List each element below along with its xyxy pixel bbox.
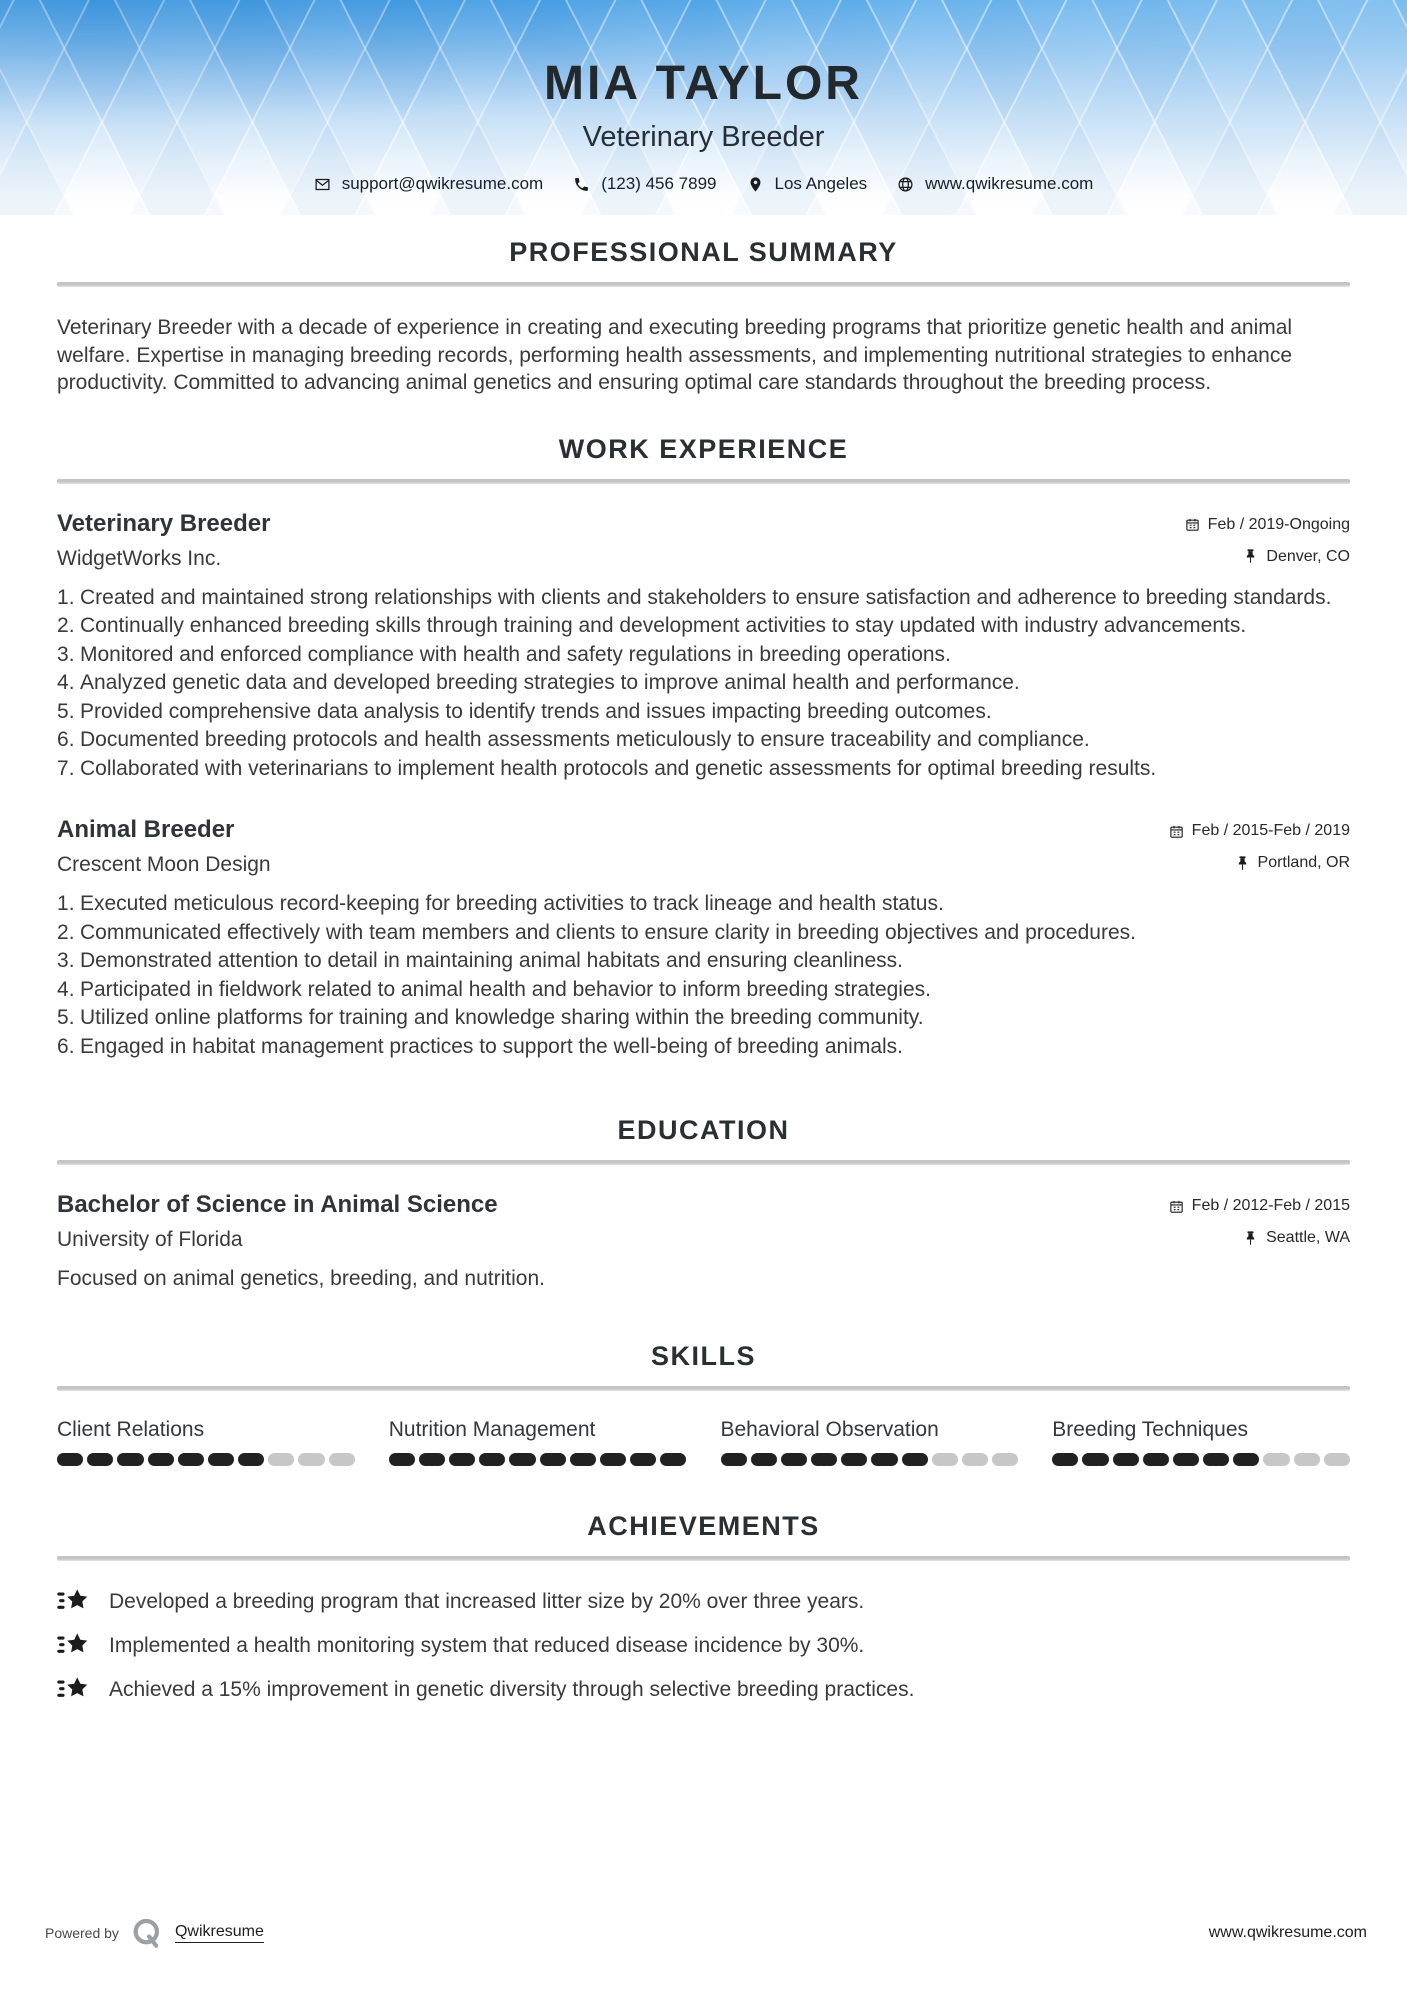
section-divider (57, 1556, 1350, 1561)
rating-dot-empty (962, 1453, 988, 1466)
experience-bullet: Analyzed genetic data and developed breeding strategies to improve animal health and performance. (80, 671, 1020, 694)
education-location (1169, 1226, 1350, 1250)
job-1-bullets (57, 584, 1350, 783)
skill-nutrition-management (389, 1417, 687, 1466)
skill-behavioral-observation (721, 1417, 1019, 1466)
job-2-company: Crescent Moon Design (57, 853, 271, 876)
star-burst-icon (57, 1631, 89, 1660)
education-heading: EDUCATION (617, 1115, 790, 1145)
pushpin-icon (1243, 549, 1258, 564)
contact-location (747, 174, 868, 194)
qwikresume-q-logo (130, 1916, 164, 1950)
education-dates (1169, 1194, 1350, 1218)
rating-dot-empty (1263, 1453, 1289, 1466)
powered-by-label: Powered by (45, 1925, 119, 1941)
skill-rating (57, 1453, 355, 1466)
phone-icon (573, 176, 590, 193)
rating-dot-filled (660, 1453, 686, 1466)
header (0, 0, 1407, 215)
experience-bullet: Engaged in habitat management practices to support the well-being of breeding animals. (80, 1034, 904, 1058)
location-text: Los Angeles (774, 174, 868, 193)
location-text: Denver, CO (1266, 547, 1350, 565)
rating-dot-filled (540, 1453, 566, 1466)
experience-heading: WORK EXPERIENCE (558, 433, 849, 464)
job-1-company: WidgetWorks Inc. (57, 546, 222, 570)
star-burst-icon (57, 1587, 89, 1616)
job-2-location (1169, 851, 1350, 875)
name: MIA TAYLOR (544, 57, 863, 110)
job-1-title: Veterinary Breeder (57, 509, 271, 537)
calendar-icon (1185, 517, 1200, 532)
rating-dot-filled (600, 1453, 626, 1466)
achievement-item (57, 1631, 1350, 1660)
skill-name: Breeding Techniques (1052, 1418, 1249, 1441)
pin-icon (747, 176, 764, 193)
rating-dot-filled (449, 1453, 475, 1466)
website-text: www.qwikresume.com (925, 174, 1094, 193)
rating-dot-filled (148, 1453, 174, 1466)
dates-text: Feb / 2015-Feb / 2019 (1191, 822, 1350, 839)
rating-dot-filled (208, 1453, 234, 1466)
rating-dot-empty (992, 1453, 1018, 1466)
rating-dot-empty (329, 1453, 355, 1466)
rating-dot-filled (1052, 1453, 1078, 1466)
rating-dot-filled (902, 1453, 928, 1466)
rating-dot-filled (238, 1453, 264, 1466)
dates-text: Feb / 2019-Ongoing (1207, 515, 1350, 533)
job-title: Veterinary Breeder (582, 121, 825, 153)
achievement-item (57, 1587, 1350, 1616)
section-summary (57, 236, 1350, 397)
rating-dot-filled (117, 1453, 143, 1466)
section-achievements (57, 1510, 1350, 1704)
achievement-text: Achieved a 15% improvement in genetic diversity through selective breeding practices. (109, 1678, 915, 1701)
section-divider (57, 282, 1350, 287)
rating-dot-filled (509, 1453, 535, 1466)
footer-branding (45, 1916, 264, 1950)
job-1-location (1185, 545, 1350, 569)
summary-text: Veterinary Breeder with a decade of experience in creating and executing breeding programs that prioritize genetic health and animal welfare. Expertise in managing breeding records, performing health assessments, and implementing nutritional strategies to enhance productivity. Committed to advancing animal genetics and ensuring optimal care standards throughout the breeding process. (57, 316, 1293, 394)
rating-dot-filled (57, 1453, 83, 1466)
rating-dot-empty (1324, 1453, 1350, 1466)
skill-name: Client Relations (57, 1418, 205, 1441)
experience-bullet: Created and maintained strong relationships with clients and stakeholders to ensure satisfaction and adherence to breeding standards. (80, 585, 1332, 609)
section-skills (57, 1340, 1350, 1466)
footer (45, 1916, 1367, 1950)
experience-bullet: Continually enhanced breeding skills through training and development activities to stay updated with industry advancements. (80, 614, 1247, 637)
rating-dot-filled (630, 1453, 656, 1466)
experience-bullet: Communicated effectively with team members and clients to ensure clarity in breeding objectives and procedures. (80, 920, 1136, 944)
rating-dot-filled (841, 1453, 867, 1466)
experience-bullet: Utilized online platforms for training and knowledge sharing within the breeding community. (80, 1006, 924, 1029)
experience-bullet: Executed meticulous record-keeping for breeding activities to track lineage and health status. (80, 892, 944, 915)
skill-rating (389, 1453, 687, 1466)
rating-dot-filled (721, 1453, 747, 1466)
experience-bullet: Documented breeding protocols and health assessments meticulously to ensure traceability and compliance. (80, 728, 1090, 751)
rating-dot-filled (1113, 1453, 1139, 1466)
achievements-list (57, 1587, 1350, 1704)
rating-dot-filled (389, 1453, 415, 1466)
rating-dot-filled (811, 1453, 837, 1466)
rating-dot-empty (932, 1453, 958, 1466)
footer-website-link[interactable]: www.qwikresume.com (1208, 1924, 1367, 1941)
achievement-text: Developed a breeding program that increased litter size by 20% over three years. (109, 1590, 865, 1613)
skill-name: Nutrition Management (388, 1418, 596, 1441)
achievement-text: Implemented a health monitoring system that reduced disease incidence by 30%. (109, 1634, 865, 1657)
skill-rating (721, 1453, 1019, 1466)
pushpin-icon (1243, 1231, 1258, 1246)
rating-dot-filled (871, 1453, 897, 1466)
globe-icon (897, 176, 914, 193)
experience-bullet: Provided comprehensive data analysis to identify trends and issues impacting breeding outcomes. (80, 699, 992, 723)
rating-dot-empty (1294, 1453, 1320, 1466)
email-text: support@qwikresume.com (341, 174, 544, 193)
rating-dot-filled (1203, 1453, 1229, 1466)
dates-text: Feb / 2012-Feb / 2015 (1191, 1197, 1350, 1214)
job-2-dates (1169, 819, 1350, 843)
phone-text: (123) 456 7899 (601, 174, 717, 193)
education-description: Focused on animal genetics, breeding, and nutrition. (57, 1267, 545, 1290)
rating-dot-filled (570, 1453, 596, 1466)
qwikresume-link[interactable]: Qwikresume (175, 1923, 264, 1943)
contact-bar (0, 174, 1407, 194)
rating-dot-filled (1173, 1453, 1199, 1466)
section-divider (57, 479, 1350, 484)
experience-bullet: Participated in fieldwork related to animal health and behavior to inform breeding strategies. (80, 977, 931, 1001)
skills-heading: SKILLS (650, 1341, 756, 1371)
degree-title: Bachelor of Science in Animal Science (57, 1191, 498, 1218)
contact-email[interactable] (314, 174, 544, 194)
job-entry-1 (57, 509, 1350, 783)
rating-dot-filled (1082, 1453, 1108, 1466)
education-entry (57, 1190, 1350, 1292)
section-experience (57, 433, 1350, 1061)
rating-dot-filled (419, 1453, 445, 1466)
pushpin-icon (1235, 856, 1250, 871)
rating-dot-empty (268, 1453, 294, 1466)
job-entry-2 (57, 815, 1350, 1060)
school-name: University of Florida (57, 1228, 243, 1251)
rating-dot-empty (298, 1453, 324, 1466)
achievement-item (57, 1675, 1350, 1704)
calendar-icon (1169, 824, 1184, 839)
calendar-icon (1169, 1199, 1184, 1214)
contact-website[interactable] (897, 174, 1093, 194)
star-burst-icon (57, 1675, 89, 1704)
job-1-dates (1185, 513, 1350, 537)
location-text: Portland, OR (1257, 854, 1350, 871)
skill-rating (1052, 1453, 1350, 1466)
skill-name: Behavioral Observation (720, 1418, 939, 1441)
achievements-heading: ACHIEVEMENTS (587, 1511, 820, 1541)
contact-phone (573, 174, 716, 194)
experience-bullet: Monitored and enforced compliance with health and safety regulations in breeding operations. (80, 642, 951, 666)
rating-dot-filled (781, 1453, 807, 1466)
section-divider (57, 1160, 1350, 1165)
rating-dot-filled (178, 1453, 204, 1466)
experience-bullet: Demonstrated attention to detail in maintaining animal habitats and ensuring cleanliness. (80, 949, 903, 972)
job-2-bullets (57, 890, 1350, 1060)
skills-grid (57, 1417, 1350, 1466)
rating-dot-filled (479, 1453, 505, 1466)
section-divider (57, 1386, 1350, 1391)
rating-dot-filled (1233, 1453, 1259, 1466)
experience-bullet: Collaborated with veterinarians to implement health protocols and genetic assessments for optimal breeding results. (80, 756, 1157, 780)
skill-client-relations (57, 1417, 355, 1466)
section-education (57, 1114, 1350, 1292)
location-text: Seattle, WA (1266, 1229, 1350, 1246)
rating-dot-filled (1143, 1453, 1169, 1466)
envelope-icon (314, 176, 331, 193)
rating-dot-filled (87, 1453, 113, 1466)
resume-body (0, 236, 1407, 1704)
rating-dot-filled (751, 1453, 777, 1466)
summary-heading: PROFESSIONAL SUMMARY (509, 237, 898, 267)
job-2-title: Animal Breeder (57, 816, 235, 843)
skill-breeding-techniques (1052, 1417, 1350, 1466)
